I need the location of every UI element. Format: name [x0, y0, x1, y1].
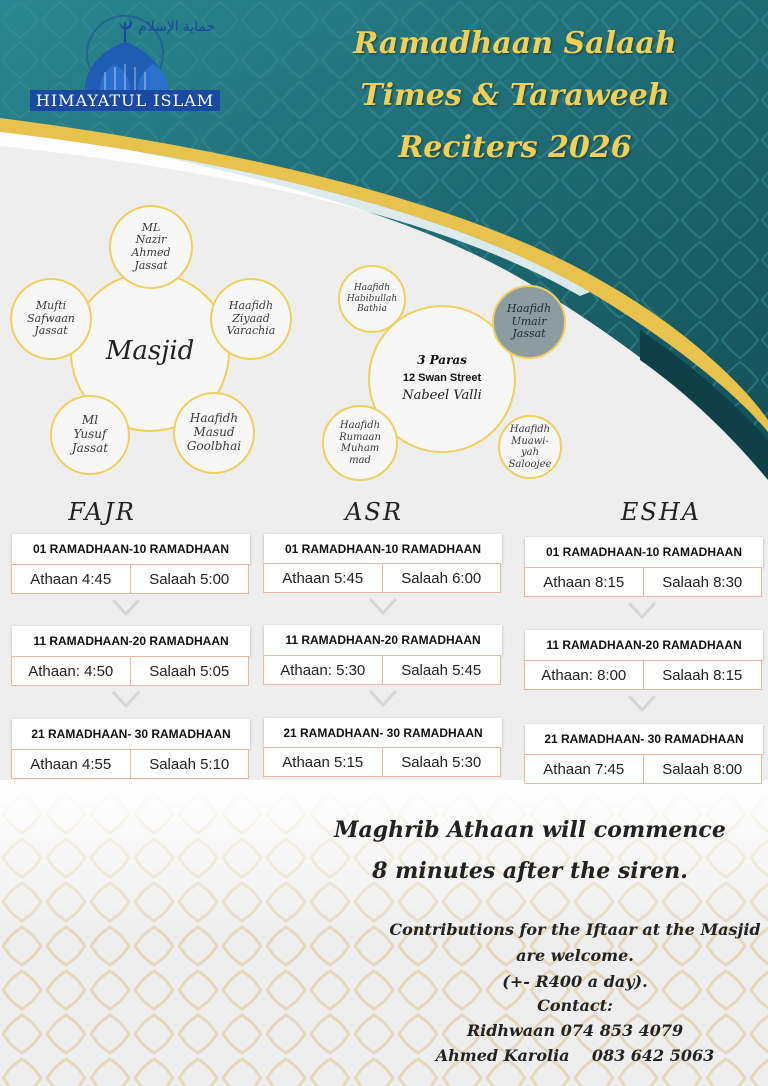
- contact-ridhwaan: Ridhwaan 074 853 4079: [466, 1021, 684, 1040]
- esha-range-3: 21 RAMADHAAN- 30 RAMADHAAN: [525, 724, 763, 754]
- asr-range-1: 01 RAMADHAAN-10 RAMADHAAN: [264, 534, 502, 564]
- reciter-line: Haafidh: [506, 302, 552, 316]
- reciter-line: Ziyaad: [232, 311, 270, 325]
- salaah-time: Salaah 5:00: [130, 565, 249, 593]
- asr-times-2: [263, 655, 501, 685]
- title-line-1: Ramadhaan Salaah: [353, 26, 677, 61]
- fajr-times-3: [11, 749, 249, 779]
- chevron-down-icon: [627, 601, 657, 621]
- salaah-time: Salaah 6:00: [382, 564, 501, 592]
- salaah-time: Salaah 5:30: [382, 748, 501, 776]
- logo-text: HIMAYATUL ISLAM: [30, 90, 220, 111]
- reciter-line: Masud: [193, 425, 235, 440]
- reciter-line: Saloojee: [508, 458, 552, 470]
- reciter-line: Jassat: [512, 327, 546, 341]
- contrib-line-4: Contact:: [537, 996, 613, 1015]
- contrib-line-1: Contributions for the Iftaar at the Masjid: [389, 920, 761, 939]
- title-line-2: Times & Taraweeh: [360, 78, 670, 113]
- fajr-times-2: [11, 656, 249, 686]
- salaah-time: Salaah 8:00: [643, 755, 762, 783]
- reciter-line: Haafidh: [228, 299, 274, 313]
- reciter-circle-muawiyah: [498, 415, 562, 479]
- reciter-circle-nazir: [109, 205, 193, 289]
- salaah-time: Salaah 5:45: [382, 656, 501, 684]
- reciter-circle-habibullah: [338, 265, 406, 333]
- reciter-circle-safwaan: [10, 278, 92, 360]
- athaan-time: Athaan: 8:00: [541, 666, 627, 684]
- esha-range-2: 11 RAMADHAAN-20 RAMADHAAN: [525, 630, 763, 660]
- salaah-time: Salaah 5:05: [130, 657, 249, 685]
- fajr-title: FAJR: [68, 498, 136, 526]
- reciter-line: Haafidh: [509, 424, 551, 435]
- masjid-center-label: Masjid: [105, 336, 195, 367]
- logo: [30, 12, 225, 117]
- esha-title: ESHA: [620, 498, 702, 526]
- fajr-range-3: 21 RAMADHAAN- 30 RAMADHAAN: [12, 719, 250, 749]
- chevron-down-icon: [368, 689, 398, 709]
- reciter-line: Varachia: [226, 324, 276, 338]
- reciter-line: Jassat: [34, 324, 68, 338]
- contact-ahmed: Ahmed Karolia 083 642 5063: [435, 1046, 715, 1065]
- reciter-circle-rumaan: [322, 405, 398, 481]
- reciter-circle-ziyaad: [210, 278, 292, 360]
- reciter-line: Haafidh: [353, 283, 391, 294]
- reciter-line: Nazir: [135, 233, 167, 247]
- chevron-down-icon: [368, 597, 398, 617]
- salaah-time: Salaah 5:10: [130, 750, 249, 778]
- athaan-time: Athaan 5:45: [282, 569, 364, 587]
- reciter-line: Yusuf: [73, 427, 107, 442]
- reciter-line: Mufti: [35, 299, 67, 313]
- reciter-line: Jassat: [71, 440, 109, 455]
- asr-title: ASR: [345, 498, 403, 526]
- swan-address: 12 Swan Street: [402, 372, 482, 385]
- reciter-line: Bathia: [357, 304, 387, 315]
- chevron-down-icon: [111, 690, 141, 710]
- esha-range-1: 01 RAMADHAAN-10 RAMADHAAN: [525, 537, 763, 567]
- maghrib-line-2: 8 minutes after the siren.: [372, 858, 688, 884]
- salaah-time: Salaah 8:30: [643, 568, 762, 596]
- athaan-time: Athaan 4:45: [30, 570, 112, 588]
- fajr-times-1: [11, 564, 249, 594]
- fajr-range-2: 11 RAMADHAAN-20 RAMADHAAN: [12, 626, 250, 656]
- chevron-down-icon: [111, 598, 141, 618]
- reciter-line: Haafidh: [189, 411, 239, 426]
- reciter-line: Habibullah: [346, 293, 398, 304]
- reciter-circle-masud: [173, 392, 255, 474]
- reciter-line: Muawi-: [511, 435, 549, 447]
- athaan-time: Athaan 8:15: [543, 573, 625, 591]
- reciter-line: Goolbhai: [186, 438, 242, 453]
- reciter-line: mad: [349, 454, 371, 466]
- logo-arabic-text: حماية الإسلام: [138, 18, 215, 34]
- athaan-time: Athaan 4:55: [30, 755, 112, 773]
- reciter-circle-yusuf: [50, 395, 130, 475]
- athaan-time: Athaan: 4:50: [28, 662, 114, 680]
- asr-times-1: [263, 563, 501, 593]
- reciter-line: Ml: [81, 413, 99, 428]
- reciter-line: Rumaan: [339, 431, 381, 443]
- contrib-line-2: are welcome.: [516, 946, 634, 965]
- esha-times-1: [524, 567, 762, 597]
- reciter-line: Muham: [340, 443, 380, 454]
- asr-range-3: 21 RAMADHAAN- 30 RAMADHAAN: [264, 718, 502, 748]
- reciter-line: ML: [141, 220, 161, 234]
- reciter-circle-umair: [492, 285, 566, 359]
- chevron-down-icon: [627, 694, 657, 714]
- fajr-range-1: 01 RAMADHAAN-10 RAMADHAAN: [12, 534, 250, 564]
- salaah-time: Salaah 8:15: [643, 661, 762, 689]
- maghrib-line-1: Maghrib Athaan will commence: [334, 817, 726, 843]
- esha-times-2: [524, 660, 762, 690]
- esha-times-3: [524, 754, 762, 784]
- reciter-line: Haafidh: [339, 420, 381, 431]
- swan-paras: 3 Paras: [417, 353, 467, 368]
- reciter-line: Umair: [511, 314, 547, 328]
- asr-times-3: [263, 747, 501, 777]
- reciter-line: Jassat: [134, 258, 168, 272]
- athaan-time: Athaan 7:45: [543, 760, 625, 778]
- contrib-line-3: (+- R400 a day).: [502, 972, 648, 991]
- reciter-line: Safwaan: [27, 311, 75, 325]
- athaan-time: Athaan 5:15: [282, 753, 364, 771]
- reciter-line: yah: [520, 447, 540, 458]
- title-line-3: Reciters 2026: [398, 130, 632, 165]
- reciter-line: Ahmed: [131, 246, 171, 259]
- asr-range-2: 11 RAMADHAAN-20 RAMADHAAN: [264, 625, 502, 655]
- swan-reciter: Nabeel Valli: [402, 387, 482, 403]
- athaan-time: Athaan: 5:30: [280, 661, 366, 679]
